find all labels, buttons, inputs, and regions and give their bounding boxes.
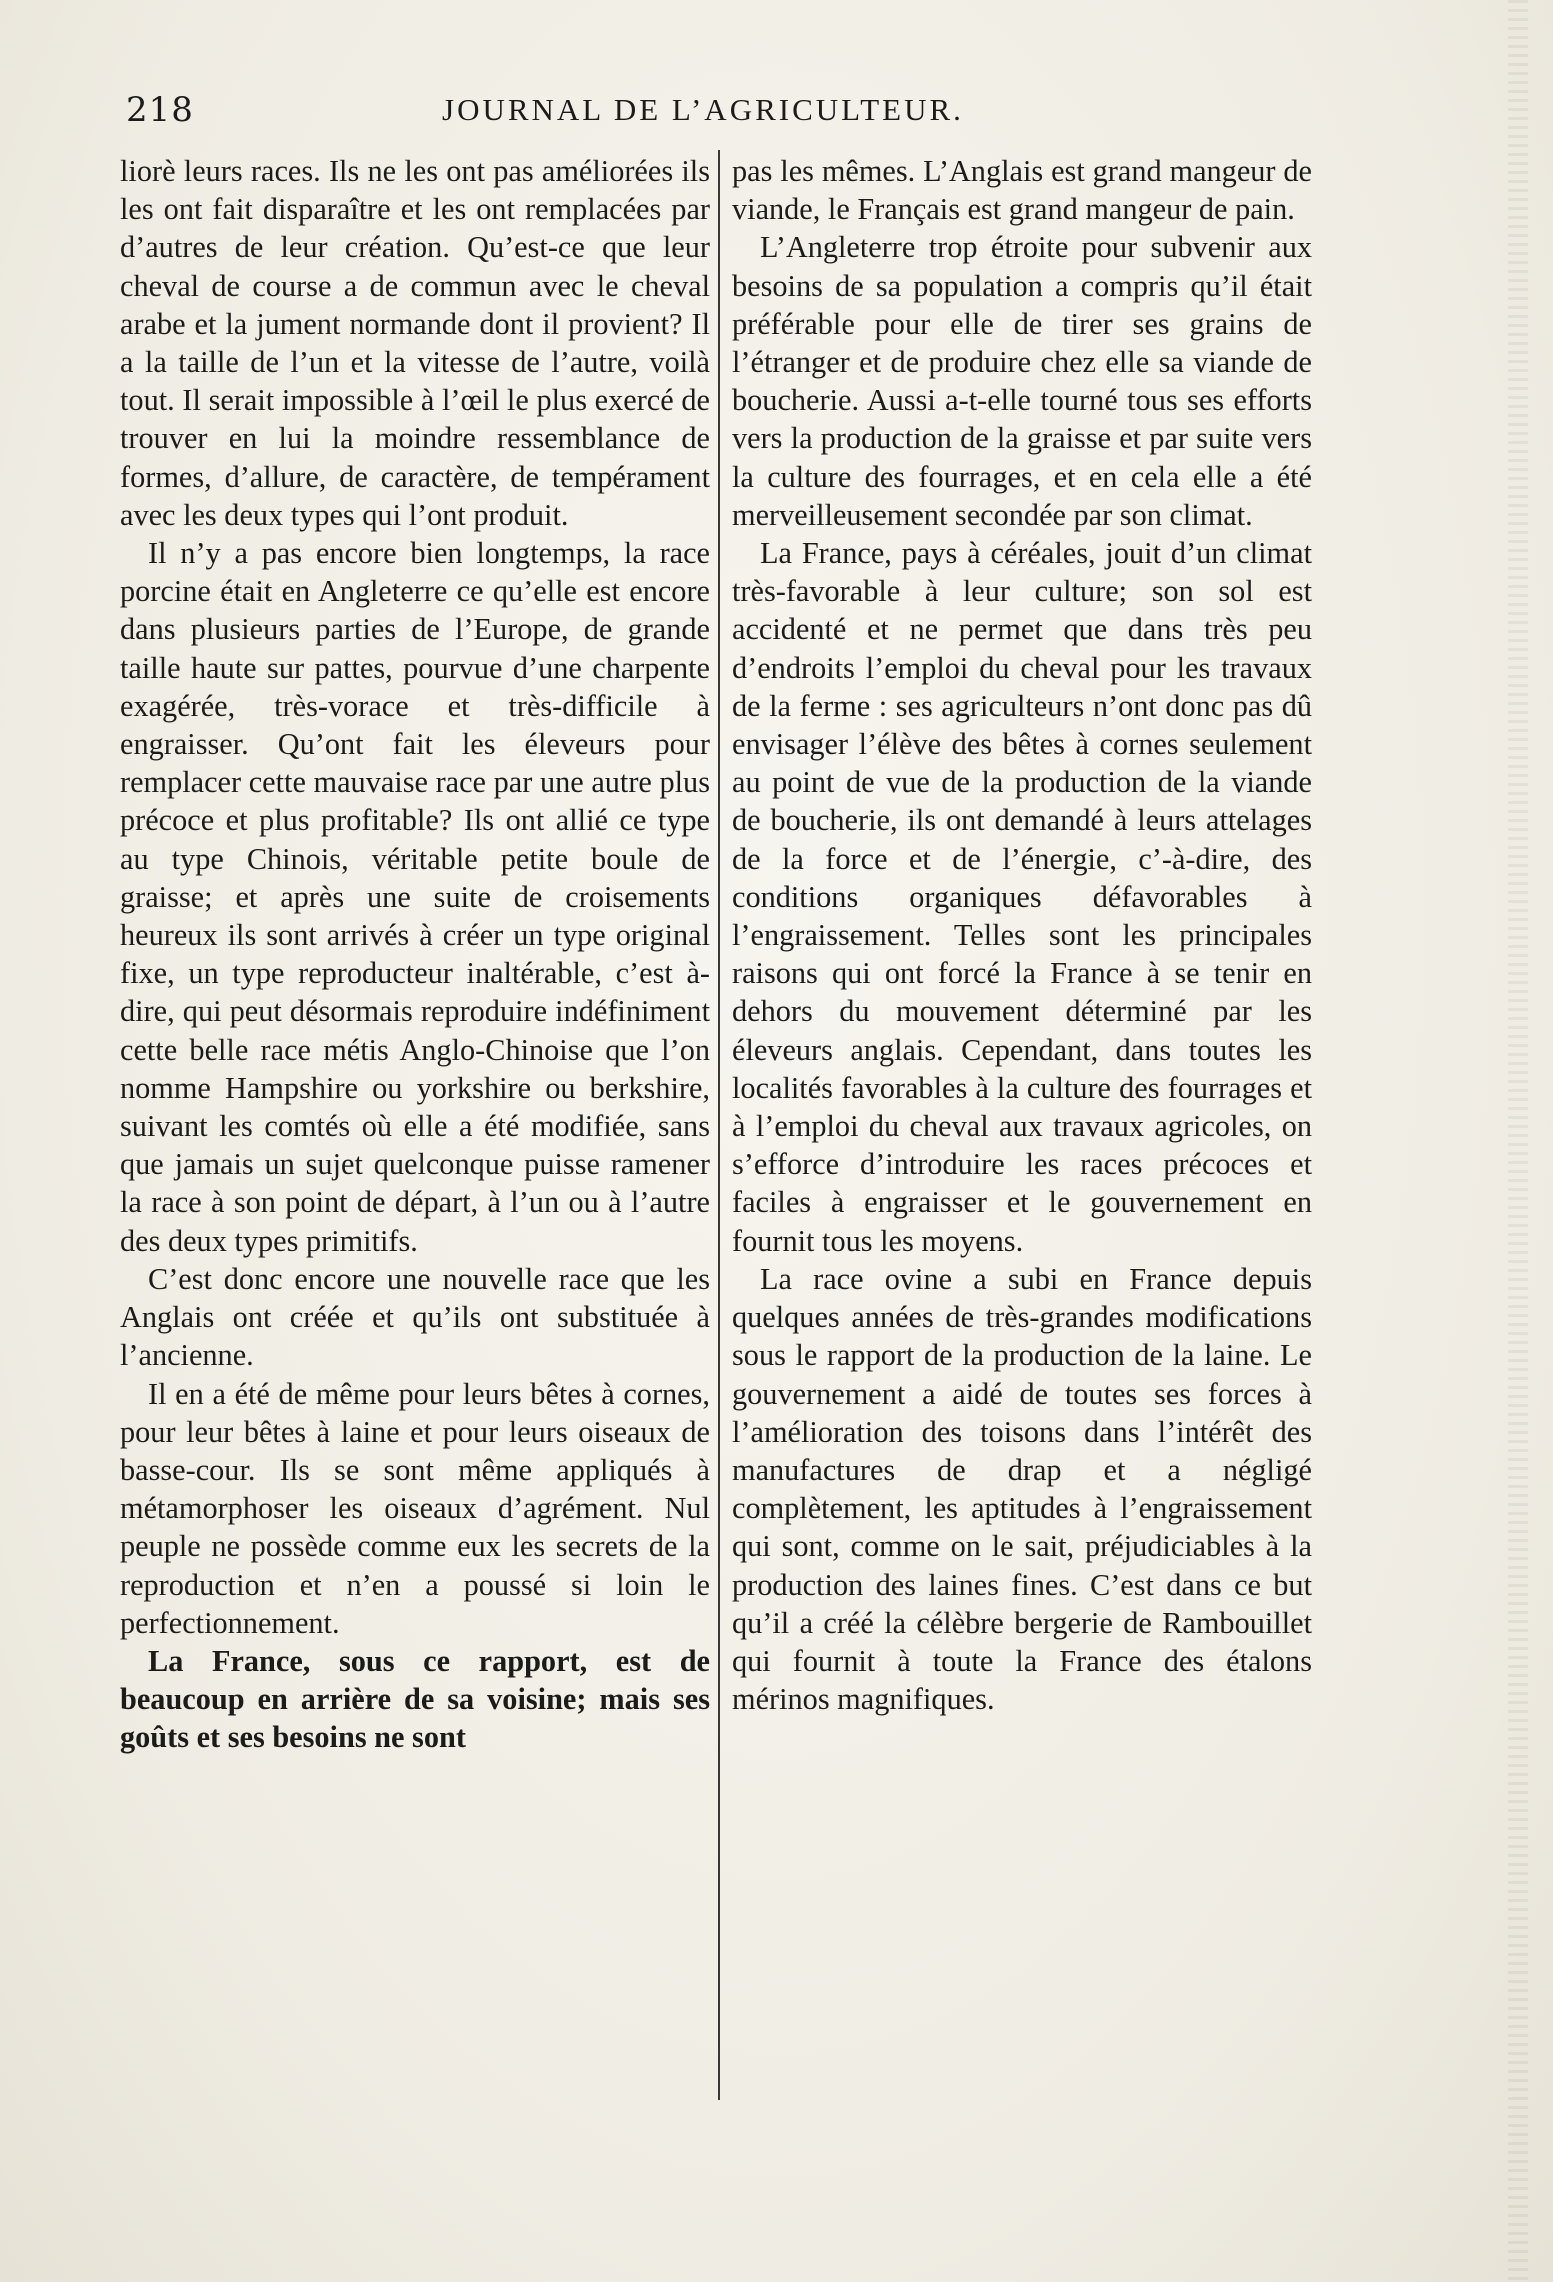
column-divider: [718, 150, 720, 2100]
paragraph: L’Angleterre trop étroite pour subvenir aux besoins de sa population a compris qu’il était préférable pour elle de tirer ses grains de l’étranger et de produire chez elle sa viande de boucherie. Aussi a-t-elle tourné tous ses efforts vers la production de la graisse et par suite vers la culture des fourrages, et en cela elle a été merveilleusement secondée par son climat.: [732, 230, 1312, 532]
paragraph: La France, sous ce rapport, est de beaucoup en arrière de sa voisine; mais ses goûts et ses besoins ne sont: [120, 1643, 710, 1755]
paragraph: La race ovine a subi en France depuis quelques années de très-grandes modifications sous le rapport de la production de la laine. Le gouvernement a aidé de toutes ses forces à l’amélioration des toisons dans l’intérêt des manufactures de drap et a négligé complètement, les aptitudes à l’engraissement qui sont, comme on le sait, préjudiciables à la production des laines fines. C’est dans ce but qu’il a créé la célèbre bergerie de Rambouillet qui fournit à toute la France des étalons mérinos magnifiques.: [732, 1261, 1312, 1717]
paragraph: C’est donc encore une nouvelle race que les Anglais ont créée et qu’ils ont substituée à l’ancienne.: [120, 1261, 710, 1373]
left-column: [120, 152, 710, 2132]
scan-edge-noise: [1508, 0, 1528, 2282]
running-title: JOURNAL DE L’AGRICULTEUR.: [442, 92, 964, 127]
right-column: [732, 152, 1312, 2132]
paragraph: Il n’y a pas encore bien longtemps, la race porcine était en Angleterre ce qu’elle est encore dans plusieurs parties de l’Europe, de grande taille haute sur pattes, pourvue d’une charpente exagérée, très-vorace et très-difficile à engraisser. Qu’ont fait les éleveurs pour remplacer cette mauvaise race par une autre plus précoce et plus profitable? Ils ont allié ce type au type Chinois, véritable petite boule de graisse; et après une suite de croisements heureux ils sont arrivés à créer un type original fixe, un type reproducteur inaltérable, c’est à-dire, qui peut désormais reproduire indéfiniment cette belle race métis Anglo-Chinoise que l’on nomme Hampshire ou yorkshire ou berkshire, suivant les comtés où elle a été modifiée, sans que jamais un sujet quelconque puisse ramener la race à son point de départ, à l’un ou à l’autre des deux types primitifs.: [120, 536, 710, 1258]
paragraph: La France, pays à céréales, jouit d’un climat très-favorable à leur culture; son sol est accidenté et ne permet que dans très peu d’endroits l’emploi du cheval pour les travaux de la ferme : ses agriculteurs n’ont donc pas dû envisager l’élève des bêtes à cornes seulement au point de vue de la production de la viande de boucherie, ils ont demandé à leurs attelages de la force et de l’énergie, c’-à-dire, des conditions organiques défavorables à l’engraissement. Telles sont les principales raisons qui ont forcé la France à se tenir en dehors du mouvement déterminé par les éleveurs anglais. Cependant, dans toutes les localités favorables à la culture des fourrages et à l’emploi du cheval aux travaux agricoles, on s’efforce d’introduire les races précoces et faciles à engraisser et le gouvernement en fournit tous les moyens.: [732, 536, 1312, 1258]
page-header: [112, 90, 1322, 146]
paragraph: liorè leurs races. Ils ne les ont pas améliorées ils les ont fait disparaître et les ont remplacées par d’autres de leur création. Qu’est-ce que leur cheval de course a de commun avec le cheval arabe et la jument normande dont il provient? Il a la taille de l’un et la vitesse de l’autre, voilà tout. Il serait impossible à l’œil le plus exercé de trouver en lui la moindre ressemblance de formes, d’allure, de caractère, de tempérament avec les deux types qui l’ont produit.: [120, 154, 710, 532]
paragraph: pas les mêmes. L’Anglais est grand mangeur de viande, le Français est grand mangeur de pain.: [732, 154, 1312, 227]
page-number: 218: [126, 90, 194, 130]
paragraph: Il en a été de même pour leurs bêtes à cornes, pour leur bêtes à laine et pour leurs oiseaux de basse-cour. Ils se sont même appliqués à métamorphoser les oiseaux d’agrément. Nul peuple ne possède comme eux les secrets de la reproduction et n’en a poussé si loin le perfectionnement.: [120, 1376, 710, 1640]
